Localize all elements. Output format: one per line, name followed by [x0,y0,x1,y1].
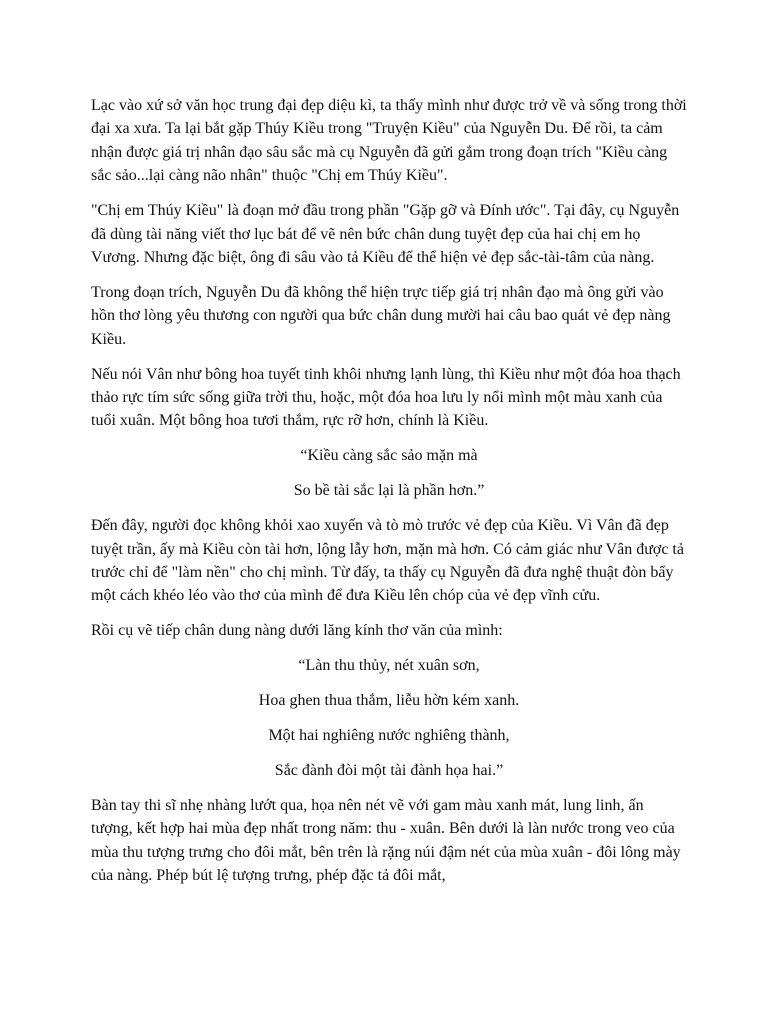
verse-line: Hoa ghen thua thắm, liễu hờn kém xanh. [258,692,520,710]
verse-line: “Làn thu thủy, nét xuân sơn, [298,657,480,675]
verse-line: “Kiều càng sắc sảo mặn mà [300,447,478,465]
paragraph-chi-em-thuy-kieu: "Chị em Thúy Kiều" là đoạn mở đầu trong phần "Gặp gỡ và Đính ước". Tại đây, cụ Nguyễn đã dùng tài năng viết thơ lục bát để vẽ nên bức chân dung tuyệt đẹp của hai chị em họ Vương. Nhưng đặc biệt, ông đi sâu vào tả Kiều để thể hiện vẻ đẹp sắc-tài-tâm của nàng. [91,202,680,266]
paragraph-intro: Lạc vào xứ sở văn học trung đại đẹp diệu kì, ta thấy mình như được trở về và sống trong thời đại xa xưa. Ta lại bắt gặp Thúy Kiều trong "Truyện Kiều" của Nguyễn Du. Để rồi, ta cảm nhận được giá trị nhân đạo sâu sắc mà cụ Nguyễn đã gửi gắm trong đoạn trích "Kiều càng sắc sảo...lại càng não nhân" thuộc "Chị em Thúy Kiều". [91,97,687,185]
verse-line: So bề tài sắc lại là phần hơn.” [293,482,485,500]
paragraph-so-sanh-van-kieu: Nếu nói Vân như bông hoa tuyết tinh khôi nhưng lạnh lùng, thì Kiều như một đóa hoa thạch thảo rực tím sức sống giữa trời thu, hoặc, một đóa hoa lưu ly nổi mình một màu xanh của tuổi xuân. Một bông hoa tươi thắm, rực rỡ hơn, chính là Kiều. [91,365,681,430]
document-body [91,94,687,899]
paragraph-gia-tri-nhan-dao: Trong đoạn trích, Nguyễn Du đã không thể hiện trực tiếp giá trị nhân đạo mà ông gửi vào hồn thơ lòng yêu thương con người qua bức chân dung mười hai câu bao quát vẻ đẹp nàng Kiều. [91,283,671,348]
verse-line: Một hai nghiêng nước nghiêng thành, [268,726,510,744]
verse-line: Sắc đành đòi một tài đành họa hai.” [274,761,504,779]
paragraph-ban-tay-thi-si: Bàn tay thi sĩ nhẹ nhàng lướt qua, họa nên nét vẽ với gam màu xanh mát, lung linh, ấn tượng, kết hợp hai mùa đẹp nhất trong năm: thu - xuân. Bên dưới là làn nước trong veo của mùa thu tượng trưng cho đôi mắt, bên trên là rặng núi đậm nét của mùa xuân - đôi lông mày của nàng. Phép bút lệ tượng trưng, phép đặc tả đôi mắt, [91,796,681,884]
paragraph-dan-tho: Rồi cụ vẽ tiếp chân dung nàng dưới lăng kính thơ văn của mình: [91,622,503,640]
paragraph-nghe-thuat-don-bay: Đến đây, người đọc không khỏi xao xuyến và tò mò trước vẻ đẹp của Kiều. Vì Vân đã đẹp tuyệt trần, ấy mà Kiều còn tài hơn, lộng lẫy hơn, mặn mà hơn. Có cảm giác như Vân được tả trước chỉ để "làm nền" cho chị mình. Từ đấy, ta thấy cụ Nguyễn đã đưa nghệ thuật đòn bẩy một cách khéo léo vào thơ của mình để đưa Kiều lên chóp của vẻ đẹp vĩnh cửu. [91,517,684,605]
